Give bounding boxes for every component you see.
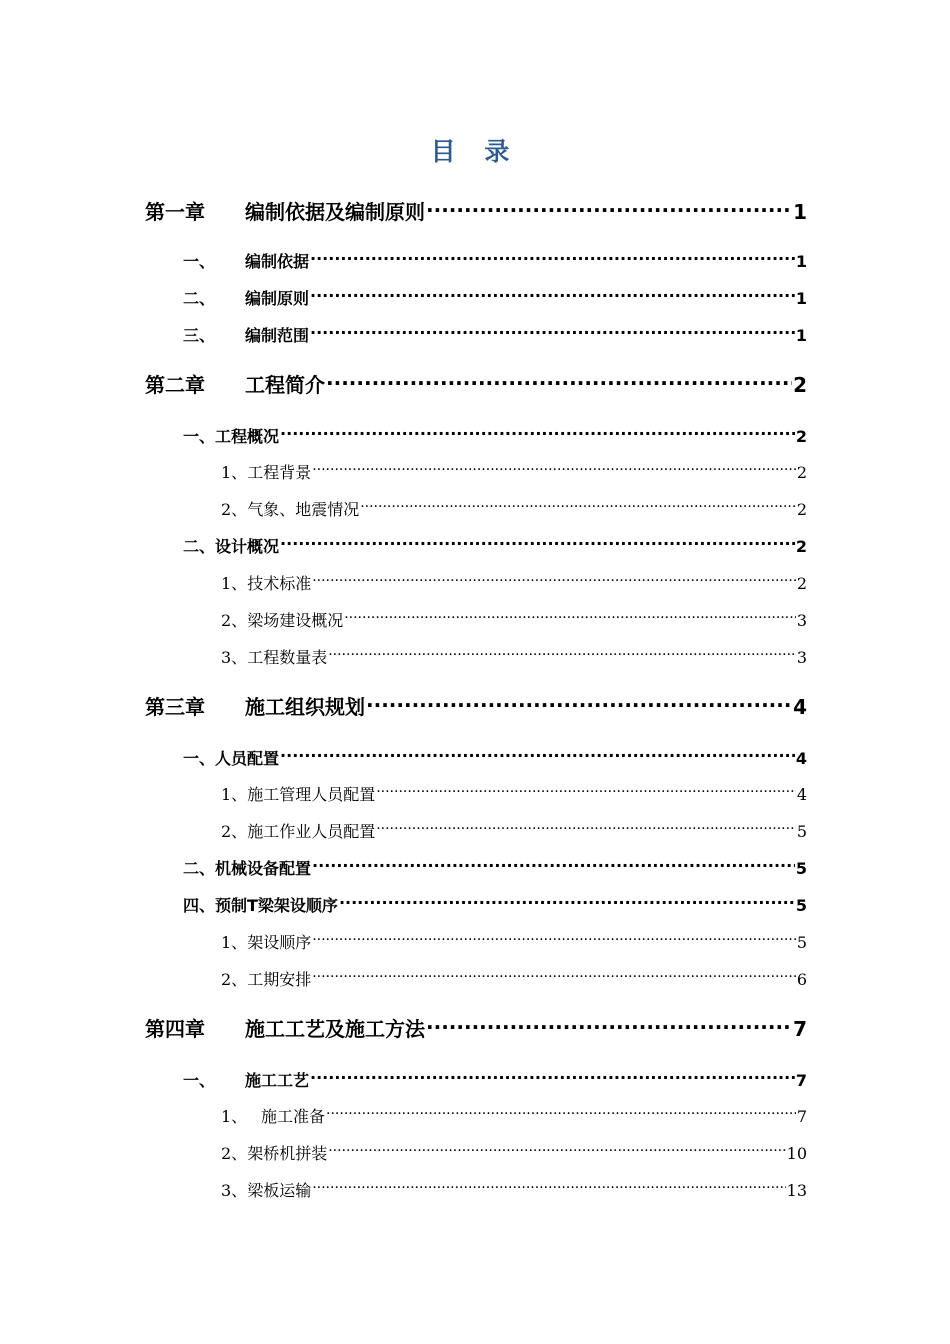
- toc-entry-number: 二、: [183, 859, 216, 878]
- toc-entry-chapter[interactable]: [145, 1008, 807, 1041]
- toc-entry-page: 2: [796, 500, 807, 519]
- toc-entry-subsection[interactable]: [221, 961, 807, 989]
- toc-entry-page: 10: [786, 1144, 807, 1163]
- toc-entry-number: 一、: [183, 749, 216, 768]
- toc-entry-page: 2: [795, 427, 807, 446]
- toc-entry-subsection[interactable]: [221, 565, 807, 593]
- toc-entry-text: 施工组织规划: [245, 695, 365, 719]
- toc-entry-page: 7: [793, 1017, 807, 1041]
- toc-entry-text: 编制原则: [245, 289, 310, 308]
- toc-entry-text: 机械设备配置: [215, 859, 312, 878]
- toc-entry-subsection[interactable]: [221, 639, 807, 667]
- dot-leader: [310, 280, 795, 304]
- toc-entry-section[interactable]: [183, 317, 807, 345]
- toc-entry-text: 施工作业人员配置: [247, 822, 376, 841]
- toc-entry-number: 一、: [183, 1071, 216, 1090]
- toc-entry-text: 编制依据及编制原则: [245, 200, 425, 224]
- toc-entry-page: 2: [793, 373, 807, 397]
- toc-entry-section[interactable]: [183, 740, 807, 768]
- toc-entry-text: 施工工艺: [245, 1071, 310, 1090]
- toc-entry-number: 一、: [183, 252, 216, 271]
- toc-entry-text: 架桥机拼装: [247, 1144, 328, 1163]
- toc-entry-page: 2: [796, 574, 807, 593]
- toc-entry-subsection[interactable]: [221, 1135, 807, 1163]
- toc-entry-number: 第三章: [145, 695, 205, 719]
- toc-entry-page: 2: [796, 463, 807, 482]
- toc-entry-text: 施工工艺及施工方法: [245, 1017, 425, 1041]
- toc-entry-page: 4: [796, 785, 807, 804]
- toc-entry-text: 架设顺序: [247, 933, 312, 952]
- dot-leader: [328, 1135, 785, 1159]
- toc-entry-subsection[interactable]: [221, 454, 807, 482]
- dot-leader: [426, 1008, 792, 1036]
- toc-entry-page: 1: [795, 252, 807, 271]
- toc-entry-section[interactable]: [183, 887, 807, 915]
- toc-entry-number: 2、: [221, 500, 248, 519]
- toc-entry-text: 梁板运输: [247, 1181, 312, 1200]
- dot-leader: [339, 887, 795, 911]
- toc-entry-text: 工程简介: [245, 373, 325, 397]
- toc-entry-text: 编制范围: [245, 326, 310, 345]
- toc-entry-text: 工程数量表: [247, 648, 328, 667]
- toc-entry-page: 5: [795, 896, 807, 915]
- toc-entry-subsection[interactable]: [221, 924, 807, 952]
- toc-entry-page: 4: [793, 695, 807, 719]
- toc-entry-number: 1、: [221, 933, 248, 952]
- toc-entry-subsection[interactable]: [221, 813, 807, 841]
- dot-leader: [326, 364, 792, 392]
- toc-entry-number: 第一章: [145, 200, 205, 224]
- dot-leader: [312, 850, 795, 874]
- dot-leader: [312, 1172, 785, 1196]
- toc-entry-page: 5: [795, 859, 807, 878]
- toc-entry-number: 2、: [221, 970, 248, 989]
- dot-leader: [326, 1098, 796, 1122]
- toc-entry-number: 三、: [183, 326, 216, 345]
- toc-entry-subsection[interactable]: [221, 602, 807, 630]
- dot-leader: [328, 639, 796, 663]
- toc-entry-page: 3: [796, 611, 807, 630]
- toc-entry-text: 梁场建设概况: [247, 611, 344, 630]
- toc-entry-section[interactable]: [183, 418, 807, 446]
- toc-entry-number: 1、: [221, 785, 248, 804]
- toc-entry-number: 二、: [183, 289, 216, 308]
- dot-leader: [312, 565, 796, 589]
- toc-entry-page: 7: [796, 1107, 807, 1126]
- toc-entry-section[interactable]: [183, 528, 807, 556]
- toc-entry-page: 5: [796, 933, 807, 952]
- toc-entry-number: 2、: [221, 611, 248, 630]
- toc-entry-number: 二、: [183, 537, 216, 556]
- toc-entry-page: 6: [796, 970, 807, 989]
- toc-title: 目 录: [430, 137, 520, 166]
- toc-entry-number: 第四章: [145, 1017, 205, 1041]
- toc-entry-page: 1: [795, 326, 807, 345]
- dot-leader: [310, 243, 795, 267]
- dot-leader: [376, 813, 796, 837]
- toc-entry-number: 2、: [221, 822, 248, 841]
- toc-entry-text: 编制依据: [245, 252, 310, 271]
- toc-entry-number: 1、: [221, 1107, 248, 1126]
- dot-leader: [312, 924, 796, 948]
- toc-entry-number: 一、: [183, 427, 216, 446]
- toc-entry-page: 5: [796, 822, 807, 841]
- toc-entry-page: 13: [786, 1181, 807, 1200]
- dot-leader: [360, 491, 796, 515]
- dot-leader: [366, 686, 792, 714]
- dot-leader: [280, 528, 795, 552]
- toc-entry-chapter[interactable]: [145, 191, 807, 224]
- toc-entry-text: 工程概况: [215, 427, 280, 446]
- toc-entry-section[interactable]: [183, 1062, 807, 1090]
- dot-leader: [310, 1062, 795, 1086]
- toc-entry-page: 1: [795, 289, 807, 308]
- dot-leader: [312, 961, 796, 985]
- toc-entry-number: 3、: [221, 1181, 248, 1200]
- toc-entry-page: 2: [795, 537, 807, 556]
- toc-entry-subsection[interactable]: [221, 1098, 807, 1126]
- toc-entry-number: 1、: [221, 574, 248, 593]
- dot-leader: [312, 454, 796, 478]
- toc-entry-number: 第二章: [145, 373, 205, 397]
- toc-entry-text: 施工管理人员配置: [247, 785, 376, 804]
- toc-entry-chapter[interactable]: [145, 364, 807, 397]
- toc-entry-number: 3、: [221, 648, 248, 667]
- toc-entry-chapter[interactable]: [145, 686, 807, 719]
- toc-entry-subsection[interactable]: [221, 776, 807, 804]
- toc-entry-page: 4: [795, 749, 807, 768]
- toc-entry-section[interactable]: [183, 280, 807, 308]
- toc-entry-text: 设计概况: [215, 537, 280, 556]
- toc-entry-page: 1: [793, 200, 807, 224]
- toc-entry-subsection[interactable]: [221, 1172, 807, 1200]
- dot-leader: [426, 191, 792, 219]
- dot-leader: [310, 317, 795, 341]
- toc-entry-page: 7: [795, 1071, 807, 1090]
- toc-entry-text: 人员配置: [215, 749, 280, 768]
- toc-entry-subsection[interactable]: [221, 491, 807, 519]
- dot-leader: [280, 740, 795, 764]
- toc-entry-section[interactable]: [183, 850, 807, 878]
- toc-entry-text: 技术标准: [247, 574, 312, 593]
- toc-entry-number: 1、: [221, 463, 248, 482]
- toc-entry-number: 2、: [221, 1144, 248, 1163]
- dot-leader: [376, 776, 796, 800]
- toc-entry-number: 四、: [183, 896, 216, 915]
- toc-entry-text: 工期安排: [247, 970, 312, 989]
- dot-leader: [344, 602, 796, 626]
- toc-entry-text: 气象、地震情况: [247, 500, 360, 519]
- toc-entry-section[interactable]: [183, 243, 807, 271]
- toc-entry-text: 施工准备: [261, 1107, 326, 1126]
- toc-entry-page: 3: [796, 648, 807, 667]
- toc-entry-text: 预制T梁架设顺序: [215, 896, 338, 915]
- dot-leader: [280, 418, 795, 442]
- toc-entry-text: 工程背景: [247, 463, 312, 482]
